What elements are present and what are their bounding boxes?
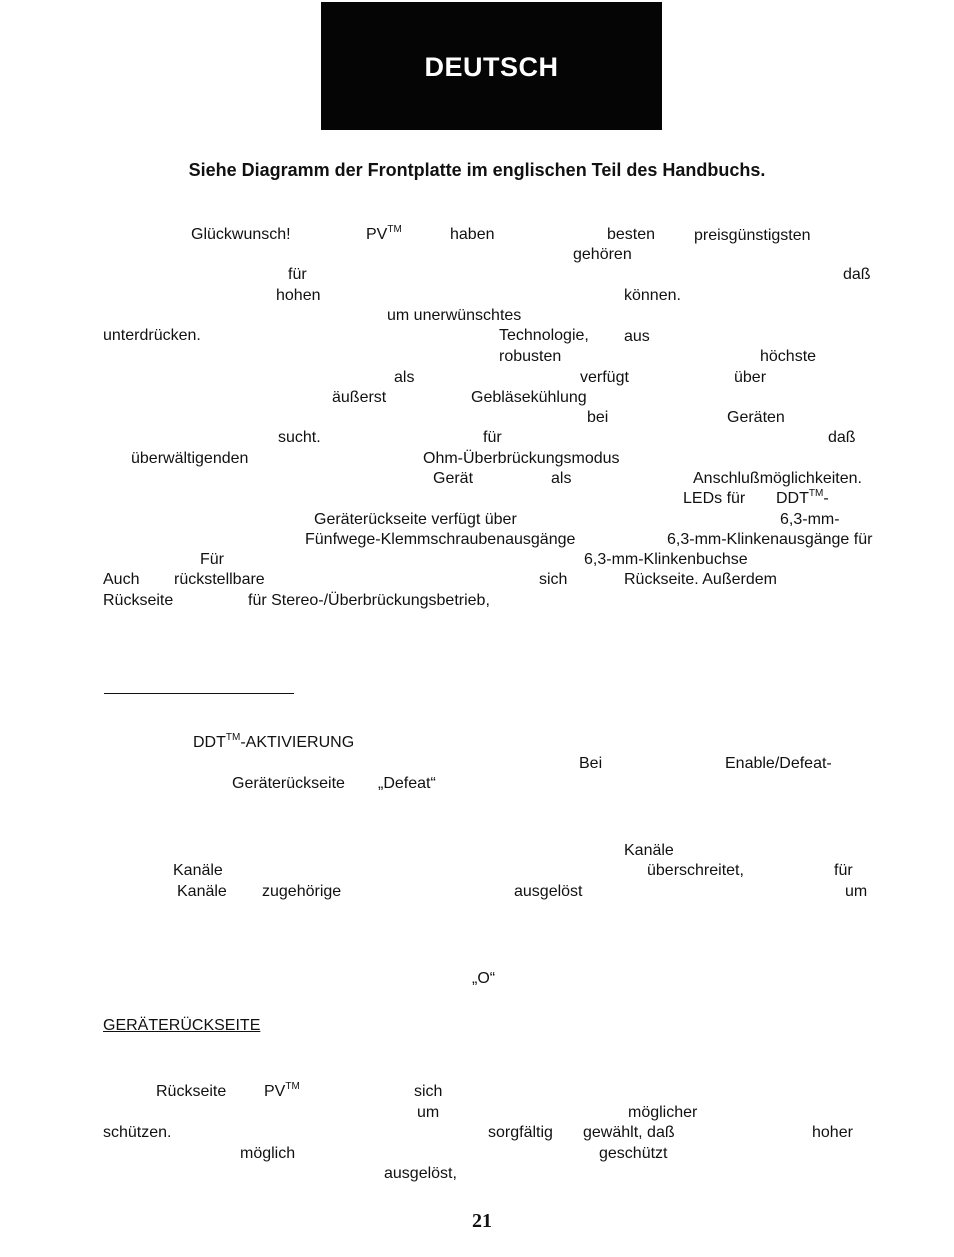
intro-word: äußerst: [332, 389, 387, 406]
intro-word: robusten: [499, 348, 562, 365]
intro-word: PV™: [366, 224, 402, 243]
rear-word: um: [417, 1104, 440, 1121]
intro-word: haben: [450, 226, 495, 243]
ddt-word: Kanäle: [177, 883, 227, 900]
ddt-word: für: [834, 862, 853, 879]
intro-word: sucht.: [278, 429, 321, 446]
intro-word: über: [734, 369, 767, 386]
intro-word: preisgünstigsten: [694, 227, 811, 244]
intro-word: Für: [200, 551, 224, 568]
language-header: [321, 2, 662, 130]
intro-word: für: [483, 429, 502, 446]
ddt-heading: DDT™-AKTIVIERUNG: [193, 732, 355, 751]
intro-word: DDT™-: [776, 488, 829, 507]
intro-word: 6,3-mm-: [780, 511, 840, 528]
rear-word: gewählt, daß: [583, 1124, 675, 1141]
ddt-word: zugehörige: [262, 883, 342, 900]
intro-word: können.: [624, 287, 681, 304]
rear-word: Rückseite: [156, 1083, 227, 1100]
intro-word: Anschlußmöglichkeiten.: [693, 470, 862, 487]
ddt-word: ausgelöst: [514, 883, 583, 900]
rear-word: sich: [414, 1083, 443, 1100]
rear-word: möglicher: [628, 1104, 698, 1121]
intro-word: als: [551, 470, 572, 487]
ddt-word: um: [845, 883, 868, 900]
intro-word: aus: [624, 328, 650, 345]
ddt-word: Enable/Defeat-: [725, 755, 832, 772]
intro-word: Gebläsekühlung: [471, 389, 587, 406]
rear-word: hoher: [812, 1124, 853, 1141]
rear-heading: GERÄTERÜCKSEITE: [103, 1017, 261, 1034]
ddt-word: Bei: [579, 755, 603, 772]
intro-word: rückstellbare: [174, 571, 265, 588]
intro-word: LEDs für: [683, 490, 746, 507]
ddt-word: Kanäle: [173, 862, 223, 879]
ddt-word: „Defeat“: [378, 775, 436, 792]
intro-word: um unerwünschtes: [387, 307, 522, 324]
subtitle: Siehe Diagramm der Frontplatte im englischen Teil des Handbuchs.: [188, 160, 766, 180]
ddt-word: „O“: [472, 970, 496, 987]
intro-word: Fünfwege-Klemmschraubenausgänge: [305, 531, 576, 548]
rear-word: PV™: [264, 1081, 300, 1100]
intro-word: Geräterückseite verfügt über: [314, 511, 517, 528]
intro-word: für Stereo-/Überbrückungsbetrieb,: [248, 592, 490, 609]
intro-word: höchste: [760, 348, 817, 365]
intro-word: verfügt: [580, 369, 629, 386]
intro-word: gehören: [573, 246, 632, 263]
intro-word: Ohm-Überbrückungsmodus: [423, 450, 620, 467]
page-number: 21: [472, 1210, 492, 1232]
rear-word: möglich: [240, 1145, 296, 1162]
intro-word: sich: [539, 571, 568, 588]
ddt-word: Geräterückseite: [232, 775, 345, 792]
intro-word: für: [288, 266, 307, 283]
intro-word: besten: [607, 226, 656, 243]
intro-word: Rückseite: [103, 592, 174, 609]
intro-word: Auch: [103, 571, 140, 588]
intro-word: hohen: [276, 287, 321, 304]
intro-word: 6,3-mm-Klinkenbuchse: [584, 551, 748, 568]
rear-word: geschützt: [599, 1145, 668, 1162]
intro-word: Technologie,: [499, 327, 589, 344]
ddt-word: überschreitet,: [647, 862, 744, 879]
intro-word: Geräten: [727, 409, 785, 426]
section-divider: [104, 693, 294, 694]
intro-word: Glückwunsch!: [191, 226, 291, 243]
intro-word: Gerät: [433, 470, 474, 487]
intro-word: 6,3-mm-Klinkenausgänge für: [667, 531, 873, 548]
intro-word: daß: [843, 266, 871, 283]
rear-word: ausgelöst,: [384, 1165, 457, 1182]
intro-word: überwältigenden: [131, 450, 249, 467]
header-title: DEUTSCH: [424, 52, 559, 82]
intro-word: unterdrücken.: [103, 327, 201, 344]
ddt-word: Kanäle: [624, 842, 674, 859]
rear-word: schützen.: [103, 1124, 172, 1141]
intro-word: Rückseite. Außerdem: [624, 571, 777, 588]
rear-word: sorgfältig: [488, 1124, 553, 1141]
intro-word: als: [394, 369, 415, 386]
intro-word: daß: [828, 429, 856, 446]
intro-word: bei: [587, 409, 609, 426]
